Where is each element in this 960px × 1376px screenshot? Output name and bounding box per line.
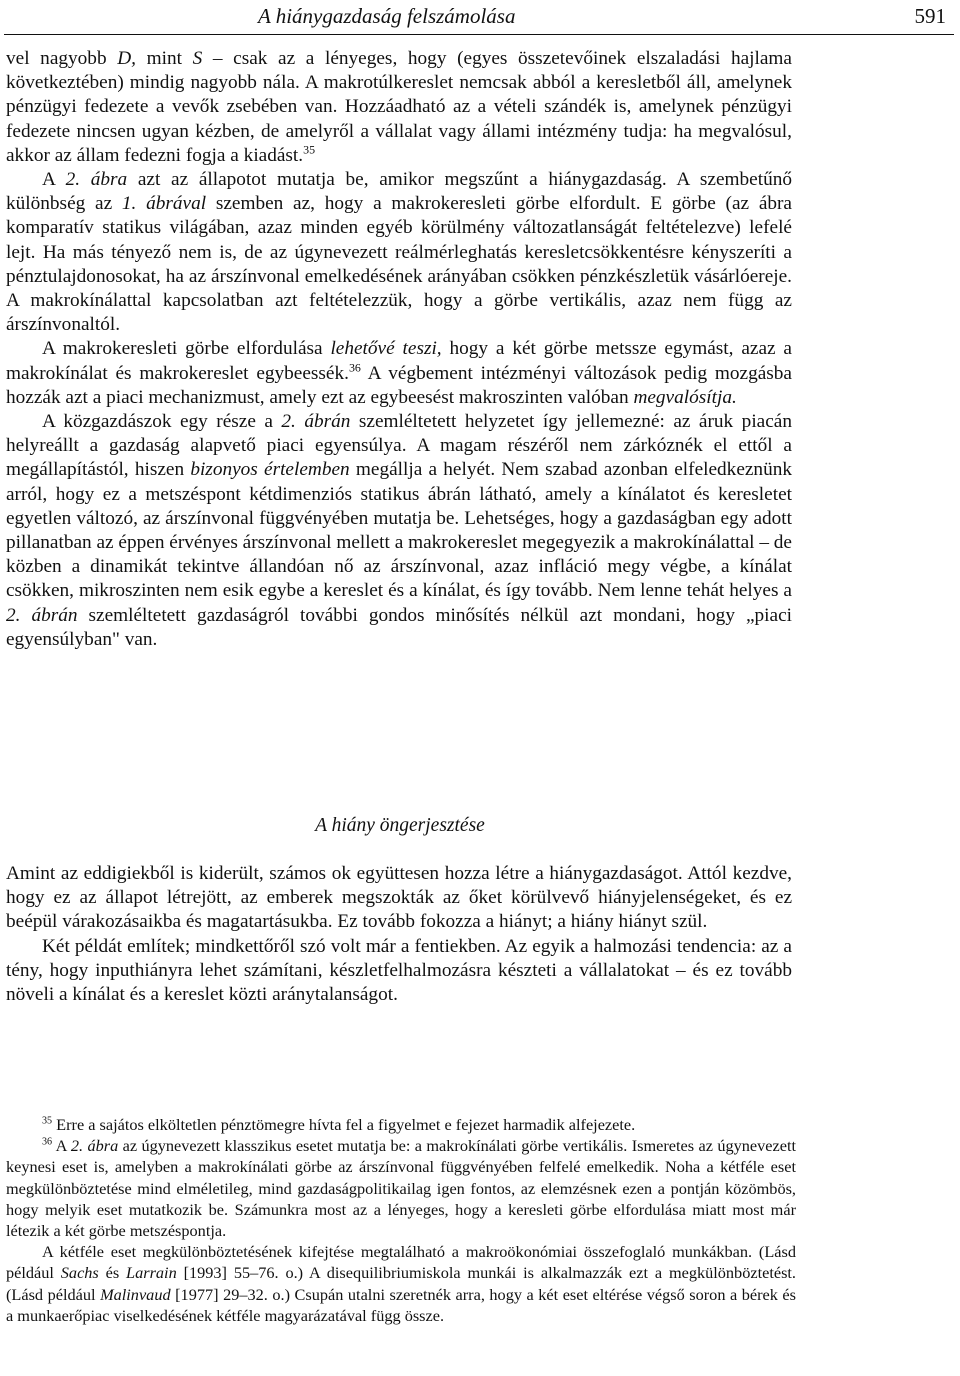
footnote-35: $^{35}$ Erre a sajátos elköltetlen pénztömegre hívta fel a figyelmet e fejezet harmadik alfejezete. <box>42 1115 636 1134</box>
header-rule <box>4 34 954 35</box>
paragraph-2: A 2. ábra azt az állapotot mutatja be, amikor megszűnt a hiánygazdaság. A szembetűnő különbség az 1. ábrával szemben az, hogy a makrokeresleti görbe elfordult. E görbe (az ábra komparatív statikus világában, azaz minden egyéb körülmény változatlanságát feltételezve) lefelé lejt. Ha más tényező nem is, de az úgynevezett reálmérleghatás keresletcsökkentésre kényszeríti a pénztulajdonosokat, ha az árszínvonal emelkedésének arányában csökken pénzkészletük vásárlóereje. A makrokínálattal kapcsolatban azt feltételezzük, hogy a görbe vertikális, azaz nem függ az árszínvonaltól. <box>6 169 792 336</box>
figure-ref: 2. ábrán <box>6 604 78 626</box>
section-text <box>6 862 792 1007</box>
paragraph-4: A közgazdászok egy része a 2. ábrán szemléltetett helyzetet így jellemezné: az áruk piacán helyreállt a gazdaság alapvető piaci egyensúlya. A magam részéről nem zárkóznék el ettől a megállapítástól, hiszen bizonyos értelemben megállja a helyét. Nem szabad azonban elfeledkeznünk arról, hogy ez a metszéspont kétdimenziós statikus ábrán látható, amely a kínálatot és keresletet egyetlen változó, az árszínvonal függvényében mutatja be. Lehetséges, hogy a gazdaságban egy adott pillanatban az éppen érvényes árszínvonal mellett a makrokereslet megegyezik a makrokínálattal – de közben a dinamikát tekintve állandóan nő az árszínvonal, azaz infláció megy végbe, a kínálat csökken, mikroszinten nem esik egybe a kereslet és a kínálat, és így tovább. Nem lenne tehát helyes a 2. ábrán szemléltetett gazdaságról további gondos minősítés nélkül azt mondani, hogy „piaci egyensúlyban" van. <box>6 411 792 650</box>
footnotes <box>6 1114 796 1326</box>
paragraph-5: Amint az eddigiekből is kiderült, számos ok együttesen hozza létre a hiánygazdaságot. Attól kezdve, hogy ez az állapot létrejött, az emberek megszokták az őket körülvevő hiányjelenségeket, és ez beépül várakozásaikba és magatartásukba. Ez tovább fokozza a hiányt; a hiány hiányt szül. <box>6 863 792 933</box>
page-number: 591 <box>914 4 946 28</box>
section-title: A hiány öngerjesztése <box>315 815 485 836</box>
paragraph-3: A makrokeresleti görbe elfordulása lehetővé teszi, hogy a két görbe metssze egymást, azaz a makrokínálat és makrokereslet egybeessék.$^{36}$ A végbement intézményi változások pedig mozgásba hozzák azt a piaci mechanizmust, amely ezt az egybeesést makroszinten valóban megvalósítja. <box>6 338 792 408</box>
paragraph-6: Két példát említek; mindkettőről szó volt már a fentiekben. Az egyik a halmozási tendencia: az a tény, hogy inputhiányra lehet számítani, készletfelhalmozásra készteti a vállalatokat – és ez tovább növeli a kínálat és a kereslet közti aránytalanságot. <box>6 935 792 1006</box>
footnote-36: $^{36}$ A 2. ábra az úgynevezett klasszikus esetet mutatja be: a makrokínálati görbe vertikális. Ismeretes az úgynevezett keynesi eset is, amelyben a makrokínálati görbe az árszínvonal függvényében felfelé emelkedik. Noha a kétféle eset megkülönböztetése mind elméletileg, mind gazdaságpolitikailag igen fontos, az elemzésnek ezen a pontján közömbös, hogy melyik eset mutatkozik be. Számunkra most az a lényeges, hogy a keresleti görbe elfordulása miatt most már létezik a két görbe metszéspontja. <box>6 1136 796 1241</box>
main-text <box>6 47 792 652</box>
figure-ref: 1. ábrával <box>121 193 207 215</box>
footnote-number: 36 <box>42 1136 53 1148</box>
footnote-number: 35 <box>42 1115 53 1127</box>
author-name: Malinvaud <box>100 1284 171 1304</box>
footnote-ref-35[interactable]: 35 <box>303 142 316 157</box>
page-header <box>0 0 960 40</box>
paragraph-1: vel nagyobb D, mint S – csak az a lényeges, hogy (egyes összetevőinek elszaladási hajlama következtében) mindig nagyobb nála. A makrotúlkereslet nemcsak abból a keresletből áll, amelynek pénzügyi fedezete a vevők zsebében van. Hozzáadható az a vételi szándék is, amelynek pénzügyi fedezete nincsen ugyan kézben, de amelyről a vállalat vagy állami intézmény tudja: ha megvalósul, akkor az állam fedezni fogja a kiadást.$^{35}$ <box>6 48 792 166</box>
footnote-ref-36[interactable]: 36 <box>348 360 361 375</box>
figure-ref: 2. ábrán <box>281 411 351 433</box>
figure-ref: 2. ábra <box>65 169 128 191</box>
running-title: A hiánygazdaság felszámolása <box>258 4 516 28</box>
figure-ref: 2. ábra <box>70 1136 119 1156</box>
footnote-36-continued: A kétféle eset megkülönböztetésének kifejtése megtalálható a makroökonómiai összefoglaló munkákban. (Lásd például Sachs és Larrain [1993] 55–76. o.) A disequilibriumiskola munkái is alkalmazzák ezt a megkülönböztetést. (Lásd például Malinvaud [1977] 29–32. o.) Csupán utalni szeretnék arra, hogy a két eset eltérése végső soron a bérek és a munkaerőpiac viselkedésének kétféle magyarázatával függ össze. <box>6 1242 796 1325</box>
author-name: Larrain <box>126 1263 177 1283</box>
author-name: Sachs <box>60 1263 99 1283</box>
